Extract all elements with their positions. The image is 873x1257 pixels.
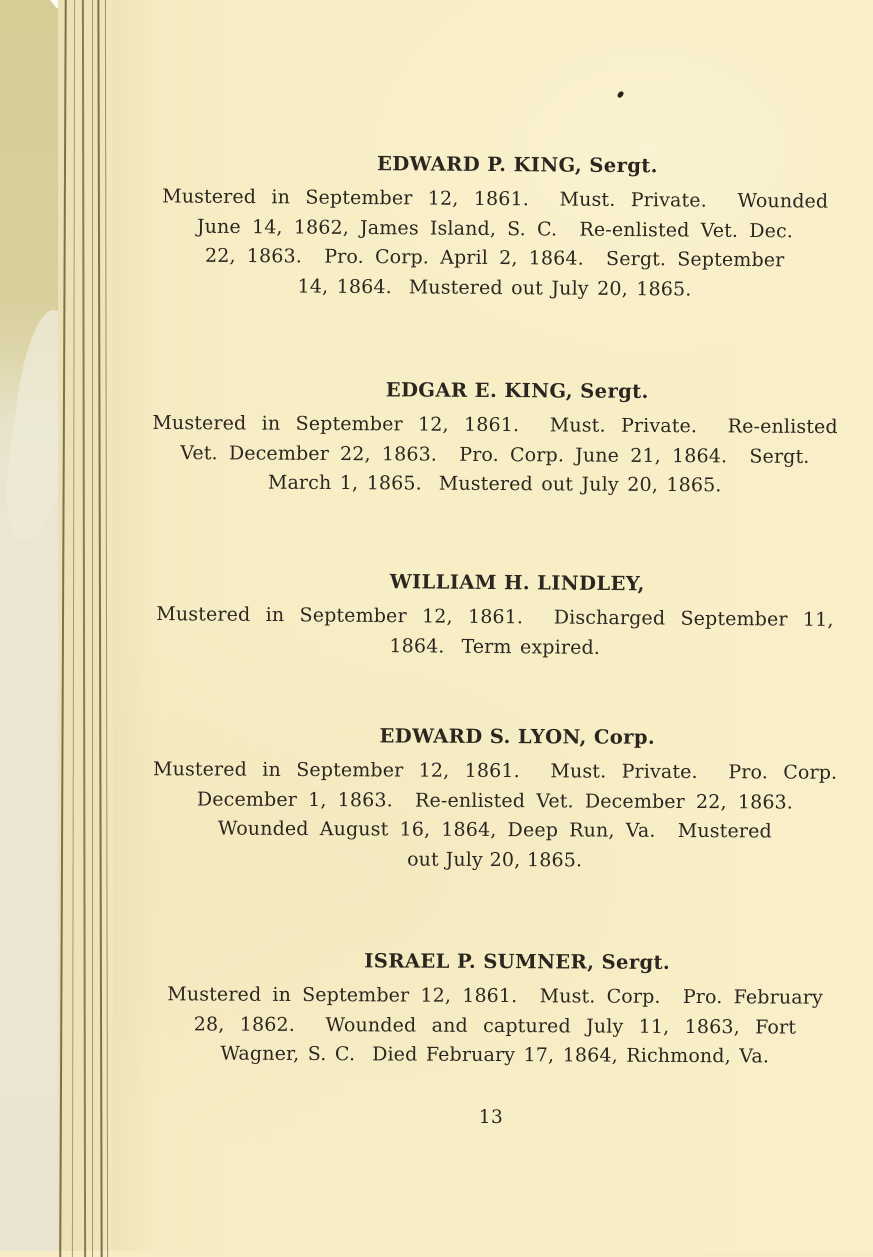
record-line: Mustered in September 12, 1861. Must. Corp. Pro. February xyxy=(167,982,823,1009)
page-edge-line xyxy=(92,0,93,1257)
book-page xyxy=(113,0,873,1251)
record-line: 22, 1863. Pro. Corp. April 2, 1864. Sergt. September xyxy=(204,244,785,272)
page-edge-line xyxy=(72,0,75,1257)
page-edge-lines xyxy=(58,0,116,1251)
soldier-name-heading: ISRAEL P. SUMNER, Sergt. xyxy=(364,948,671,974)
record-line: Wounded August 16, 1864, Deep Run, Va. Mustered xyxy=(217,817,772,842)
page-edge-line xyxy=(59,0,67,1257)
page-edge-line xyxy=(82,0,86,1257)
record-line: Mustered in September 12, 1861. Must. Private. Wounded xyxy=(162,185,829,213)
record-line: Mustered in September 12, 1861. Discharged September 11, xyxy=(156,602,834,631)
record-line: 28, 1862. Wounded and captured July 11, 1863, Fort xyxy=(193,1012,797,1038)
record-line: June 14, 1862, James Island, S. C. Re-enlisted Vet. Dec. xyxy=(196,215,794,242)
soldier-record xyxy=(139,374,852,502)
soldier-record xyxy=(138,147,851,306)
page-edge-line xyxy=(105,0,108,1257)
page-content xyxy=(139,150,851,1128)
record-line: Mustered in September 12, 1861. Must. Private. Re-enlisted xyxy=(152,411,838,439)
soldier-name-heading: EDWARD P. KING, Sergt. xyxy=(376,152,659,178)
soldier-name-heading: WILLIAM H. LINDLEY, xyxy=(389,569,645,595)
record-line: March 1, 1865. Mustered out July 20, 1865. xyxy=(267,471,722,497)
soldier-name-heading: EDGAR E. KING, Sergt. xyxy=(385,378,649,403)
page-number: 13 xyxy=(478,1107,504,1128)
record-line: out July 20, 1865. xyxy=(407,847,583,871)
ink-speck xyxy=(617,90,625,99)
record-line: 14, 1864. Mustered out July 20, 1865. xyxy=(297,274,692,301)
record-line: 1864. Term expired. xyxy=(389,634,601,658)
underlying-page-stack xyxy=(0,0,64,1251)
record-line: Vet. December 22, 1863. Pro. Corp. June 21, 1864. Sergt. xyxy=(180,441,810,468)
record-line: Mustered in September 12, 1861. Must. Private. Pro. Corp. xyxy=(152,757,838,784)
soldier-record xyxy=(139,720,852,877)
soldier-record xyxy=(139,564,852,664)
soldier-name-heading: EDWARD S. LYON, Corp. xyxy=(379,723,656,749)
record-line: December 1, 1863. Re-enlisted Vet. December 22, 1863. xyxy=(196,787,794,813)
page-edge-line xyxy=(97,0,102,1257)
record-line: Wagner, S. C. Died February 17, 1864, Richmond, Va. xyxy=(220,1042,770,1067)
soldier-record xyxy=(139,945,852,1072)
